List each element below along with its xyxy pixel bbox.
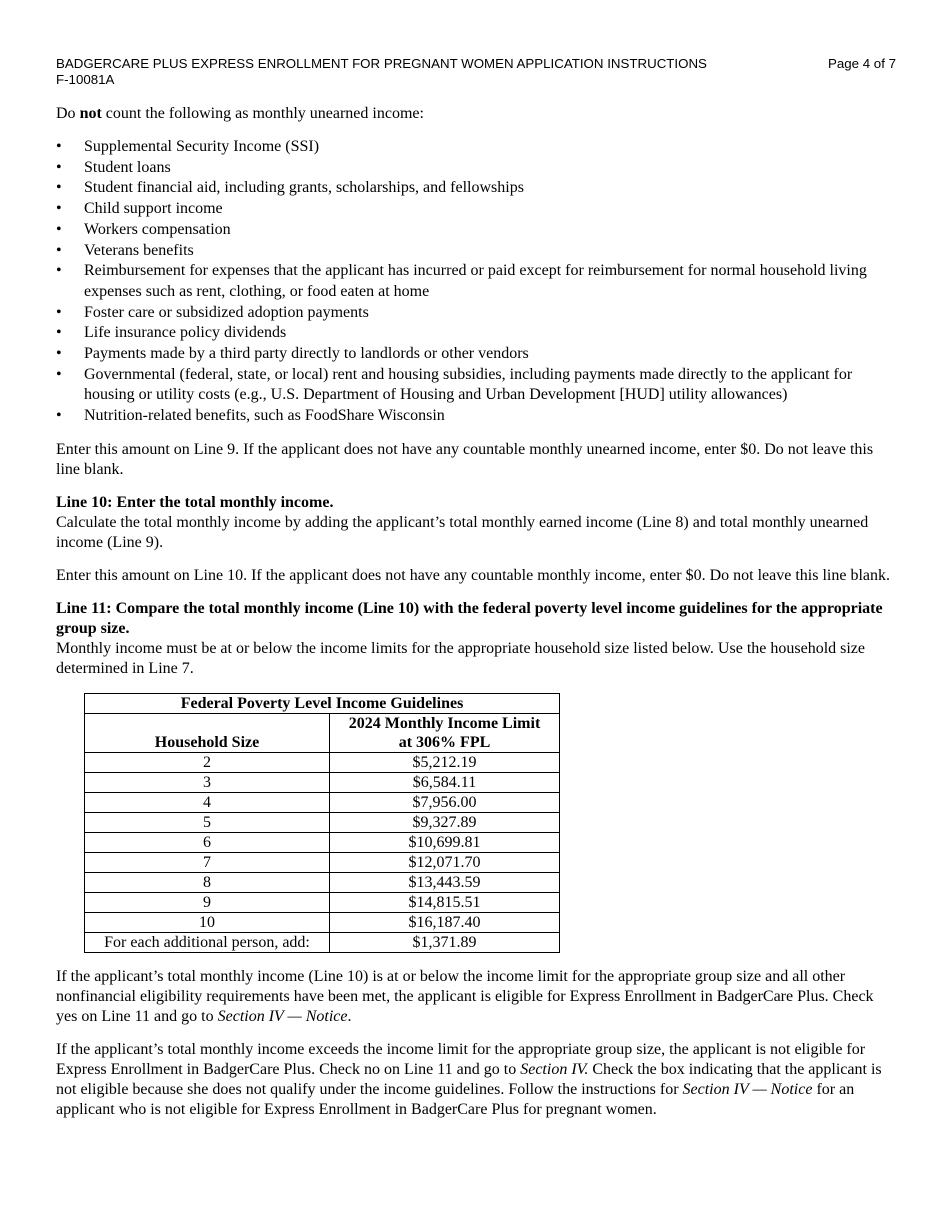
income-limit-cell: $14,815.51 <box>330 892 560 912</box>
income-limit-cell: $9,327.89 <box>330 812 560 832</box>
list-item: • Student loans <box>56 158 896 179</box>
not-eligible-text-1: If the applicant’s total monthly income exceeds the income limit for the appropriate group size, the applicant is not eligible for Express Enrollment in BadgerCare Plus. Check no on Line 11 and go to <box>56 1040 866 1078</box>
household-size-cell: 9 <box>85 892 330 912</box>
income-limit-cell: $5,212.19 <box>330 752 560 772</box>
household-size-cell: 7 <box>85 852 330 872</box>
income-limit-cell: $7,956.00 <box>330 792 560 812</box>
table-row <box>85 912 560 932</box>
household-size-cell: For each additional person, add: <box>85 932 330 952</box>
line11-text: Monthly income must be at or below the income limits for the appropriate household size listed below. Use the household size determined in Line 7. <box>56 639 866 677</box>
table-row <box>85 832 560 852</box>
page-header <box>56 56 896 88</box>
table-row <box>85 772 560 792</box>
table-row <box>85 852 560 872</box>
line10-heading: Line 10: Enter the total monthly income. <box>56 493 334 511</box>
header-title: BADGERCARE PLUS EXPRESS ENROLLMENT FOR PREGNANT WOMEN APPLICATION INSTRUCTIONS <box>56 56 707 71</box>
table-row <box>85 932 560 952</box>
table-row <box>85 872 560 892</box>
table-row <box>85 792 560 812</box>
household-size-cell: 3 <box>85 772 330 792</box>
list-item: • Student financial aid, including grants, scholarships, and fellowships <box>56 178 896 199</box>
household-size-cell: 2 <box>85 752 330 772</box>
table-title: Federal Poverty Level Income Guidelines <box>85 693 560 713</box>
list-item: • Supplemental Security Income (SSI) <box>56 137 896 158</box>
list-item: • Governmental (federal, state, or local) rent and housing subsidies, including payments made directly to the applicant for housing or utility costs (e.g., U.S. Department of Housing and Urban Development [HUD] utility allowances) <box>56 365 896 406</box>
eligible-paragraph <box>56 967 896 1027</box>
table-row <box>85 752 560 772</box>
line11-heading: Line 11: Compare the total monthly income (Line 10) with the federal poverty level income guidelines for the appropriate group size. <box>56 599 883 637</box>
line10-text: Calculate the total monthly income by adding the applicant’s total monthly earned income (Line 8) and total monthly unearned income (Line 9). <box>56 513 869 551</box>
list-item: • Veterans benefits <box>56 241 896 262</box>
list-item: • Payments made by a third party directly to landlords or other vendors <box>56 344 896 365</box>
not-eligible-text-3: for an applicant who is not eligible for Express Enrollment in BadgerCare Plus for pregnant women. <box>56 1080 855 1118</box>
intro-text-end: count the following as monthly unearned income: <box>101 105 424 122</box>
form-number: F-10081A <box>56 72 115 87</box>
list-item: • Foster care or subsidized adoption payments <box>56 303 896 324</box>
line9-instruction: Enter this amount on Line 9. If the applicant does not have any countable monthly unearned income, enter $0. Do not leave this line blank. <box>56 440 874 478</box>
fpl-income-table <box>84 693 560 953</box>
not-eligible-text-2: Check the box indicating that the applicant is not eligible because she does not qualify under the income guidelines. Follow the instructions for <box>56 1060 882 1098</box>
line10-instruction: Enter this amount on Line 10. If the applicant does not have any countable monthly income, enter $0. Do not leave this line blank. <box>56 566 891 584</box>
line11-section <box>56 599 896 679</box>
col-header-income-limit <box>330 713 560 752</box>
income-limit-cell: $10,699.81 <box>330 832 560 852</box>
section-reference: Section IV. <box>520 1060 589 1078</box>
col-header-household-size: Household Size <box>85 713 330 752</box>
line10-section <box>56 493 896 553</box>
col-header-line1: 2024 Monthly Income Limit <box>348 714 541 732</box>
household-size-cell: 10 <box>85 912 330 932</box>
list-item: • Nutrition-related benefits, such as FoodShare Wisconsin <box>56 406 896 427</box>
household-size-cell: 6 <box>85 832 330 852</box>
income-limit-cell: $12,071.70 <box>330 852 560 872</box>
table-row <box>85 892 560 912</box>
intro-text: Do <box>56 105 80 122</box>
income-limit-cell: $1,371.89 <box>330 932 560 952</box>
unearned-income-intro <box>56 104 896 124</box>
list-item: • Reimbursement for expenses that the applicant has incurred or paid except for reimbursement for normal household living expenses such as rent, clothing, or food eaten at home <box>56 261 896 302</box>
income-limit-cell: $16,187.40 <box>330 912 560 932</box>
household-size-cell: 4 <box>85 792 330 812</box>
not-eligible-paragraph <box>56 1040 896 1120</box>
income-limit-cell: $6,584.11 <box>330 772 560 792</box>
table-row <box>85 812 560 832</box>
list-item: • Workers compensation <box>56 220 896 241</box>
income-limit-cell: $13,443.59 <box>330 872 560 892</box>
document-body <box>56 104 896 1133</box>
list-item: • Child support income <box>56 199 896 220</box>
intro-emphasis: not <box>79 105 102 122</box>
section-reference: Section IV — Notice <box>682 1080 813 1098</box>
household-size-cell: 8 <box>85 872 330 892</box>
page-number: Page 4 of 7 <box>827 56 896 71</box>
eligible-text: If the applicant’s total monthly income (Line 10) is at or below the income limit for the appropriate group size and all other nonfinancial eligibility requirements have been met, the applicant is eligible for Express Enrollment in BadgerCare Plus. Check yes on Line 11 and go to <box>56 967 874 1025</box>
excluded-income-list <box>56 137 896 427</box>
section-reference: Section IV — Notice <box>217 1007 348 1025</box>
col-header-line2: at 306% FPL <box>398 733 491 751</box>
eligible-text-end: . <box>347 1007 352 1025</box>
list-item: • Life insurance policy dividends <box>56 323 896 344</box>
household-size-cell: 5 <box>85 812 330 832</box>
